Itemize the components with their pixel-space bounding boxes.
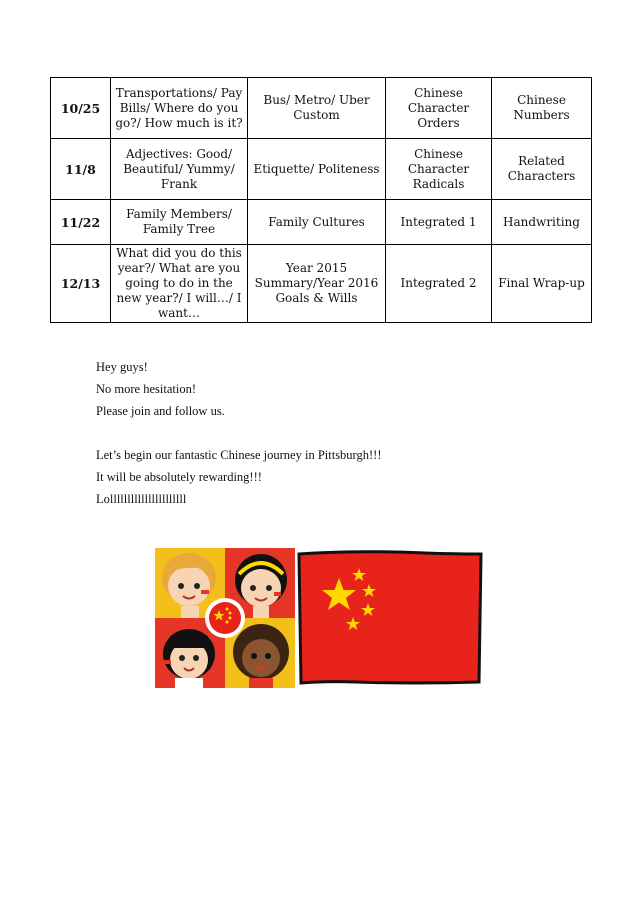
activity-cell: Year 2015 Summary/Year 2016 Goals & Wills	[248, 245, 386, 323]
extra-cell: Chinese Numbers	[492, 78, 592, 139]
flag-medallion-icon	[205, 598, 245, 638]
topic-cell: Transportations/ Pay Bills/ Where do you go?/ How much is it?	[111, 78, 248, 139]
table-row	[51, 200, 592, 245]
extra-cell: Handwriting	[492, 200, 592, 245]
table-row	[51, 78, 592, 139]
writing-cell: Chinese Character Radicals	[386, 139, 492, 200]
topic-cell: What did you do this year?/ What are you going to do in the new year?/ I will…/ I want…	[111, 245, 248, 323]
table-row	[51, 245, 592, 323]
china-flag-image	[299, 552, 481, 683]
topic-cell: Family Members/ Family Tree	[111, 200, 248, 245]
message-line: Let’s begin our fantastic Chinese journey in Pittsburgh!!!	[96, 448, 382, 462]
message-line: Hey guys!	[96, 360, 148, 374]
date-cell: 12/13	[51, 245, 111, 323]
message-line: Please join and follow us.	[96, 404, 225, 418]
activity-cell: Etiquette/ Politeness	[248, 139, 386, 200]
writing-cell: Integrated 2	[386, 245, 492, 323]
message-line: Lollllllllllllllllllllll	[96, 492, 187, 506]
activity-cell: Bus/ Metro/ Uber Custom	[248, 78, 386, 139]
date-cell: 11/22	[51, 200, 111, 245]
topic-cell: Adjectives: Good/ Beautiful/ Yummy/ Frank	[111, 139, 248, 200]
schedule-table	[50, 77, 592, 323]
activity-cell: Family Cultures	[248, 200, 386, 245]
table-row	[51, 139, 592, 200]
kids-panel-image	[155, 548, 295, 688]
chinese-culture-illustration	[155, 548, 485, 688]
writing-cell: Chinese Character Orders	[386, 78, 492, 139]
date-cell: 10/25	[51, 78, 111, 139]
writing-cell: Integrated 1	[386, 200, 492, 245]
message-line: No more hesitation!	[96, 382, 196, 396]
extra-cell: Related Characters	[492, 139, 592, 200]
date-cell: 11/8	[51, 139, 111, 200]
invitation-message	[96, 356, 381, 510]
message-line: It will be absolutely rewarding!!!	[96, 470, 262, 484]
extra-cell: Final Wrap-up	[492, 245, 592, 323]
